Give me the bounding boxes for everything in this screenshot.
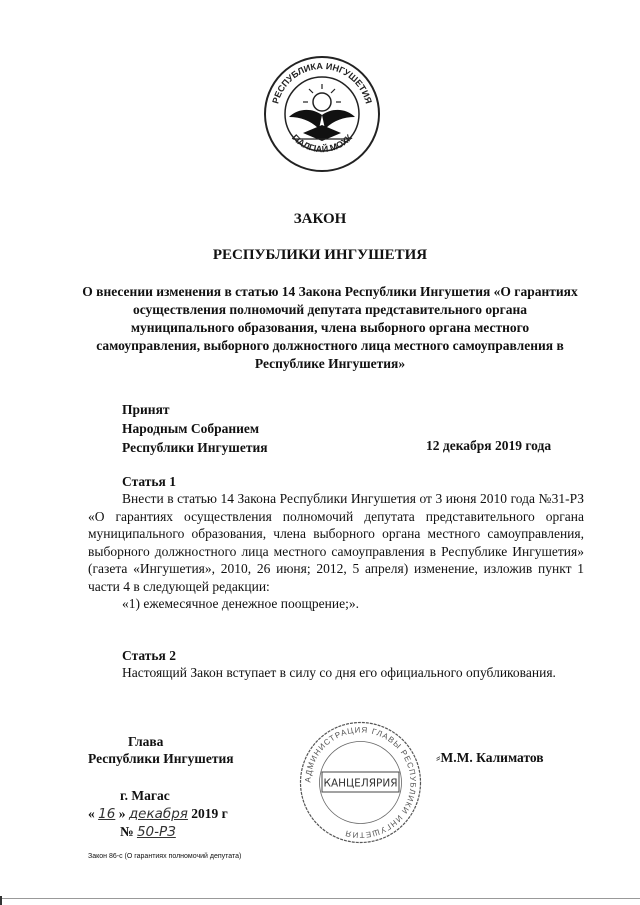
signing-date: « 16 » декабря 2019 г: [88, 806, 228, 822]
law-number: № 50-РЗ: [120, 824, 176, 840]
page-bottom-edge: [0, 898, 640, 899]
law-number-handwritten: 50-РЗ: [136, 824, 176, 840]
official-stamp: [298, 720, 423, 845]
adoption-date: 12 декабря 2019 года: [426, 438, 552, 453]
adopted-label: Принят: [122, 402, 170, 417]
article-2-body: [88, 664, 584, 682]
footer-file-label: Закон 86-с (О гарантиях полномочий депутата): [88, 853, 242, 860]
adopted-by-region: Республики Ингушетия: [122, 440, 268, 455]
emblem-bottom-text: ГIАЛГIАЙ МОХК: [289, 132, 355, 155]
emblem-top-text: РЕСПУБЛИКА ИНГУШЕТИЯ: [270, 60, 374, 105]
stamp-center-text: КАНЦЕЛЯРИЯ: [323, 777, 398, 790]
signatory-name-text: М.М. Калиматов: [440, 750, 544, 765]
adoption-block: [122, 400, 268, 457]
adopted-by-line: Народным Собранием: [122, 421, 260, 436]
signing-day-handwritten: 16: [98, 806, 116, 822]
page-corner-mark: [0, 896, 2, 905]
stamp-ring-text: АДМИНИСТРАЦИЯ ГЛАВЫ РЕСПУБЛИКИ ИНГУШЕТИЯ: [303, 725, 418, 840]
signatory-title-line2: Республики Ингушетия: [88, 751, 234, 766]
issuer-heading: РЕСПУБЛИКИ ИНГУШЕТИЯ: [212, 247, 428, 263]
article-1-quote: «1) ежемесячное денежное поощрение;».: [122, 596, 359, 611]
article-2-text: Настоящий Закон вступает в силу со дня его официального опубликования.: [122, 665, 556, 680]
document-type-heading: ЗАКОН: [293, 211, 347, 227]
signatory-name: [436, 750, 544, 766]
coat-of-arms-emblem: [263, 55, 381, 173]
article-1-body: [88, 490, 584, 613]
signing-place: г. Магас: [120, 788, 170, 803]
law-subject: О внесении изменения в статью 14 Закона Республики Ингушетия «О гарантиях осуществления полномочий депутата представительного органа муниципального образования, члена выборного органа местного самоуправления, выборного должностного лица местного самоуправления в Республике Ингушетия»: [82, 284, 578, 371]
coat-of-arms-icon: [289, 84, 355, 141]
svg-text:РЕСПУБЛИКА ИНГУШЕТИЯ: [270, 61, 373, 105]
signatory-title: [88, 733, 234, 767]
article-1-title: Статья 1: [122, 474, 176, 489]
signatory-title-line1: Глава: [128, 734, 164, 749]
article-2-title: Статья 2: [122, 648, 176, 663]
signing-month-handwritten: декабря: [128, 806, 188, 822]
article-1-text: Внести в статью 14 Закона Республики Ингушетия от 3 июня 2010 года №31-РЗ «О гарантиях осуществления полномочий депутата представительного органа муниципального образования, члена выборного органа местного самоуправления, выборного должностного лица местного самоуправления в Республике Ингушетия» (газета «Ингушетия», 2010, 26 июня; 2012, 5 апреля) изменение, изложив пункт 1 части 4 в следующей редакции:: [88, 491, 584, 594]
signature-stroke-icon: ⸗: [436, 750, 441, 765]
